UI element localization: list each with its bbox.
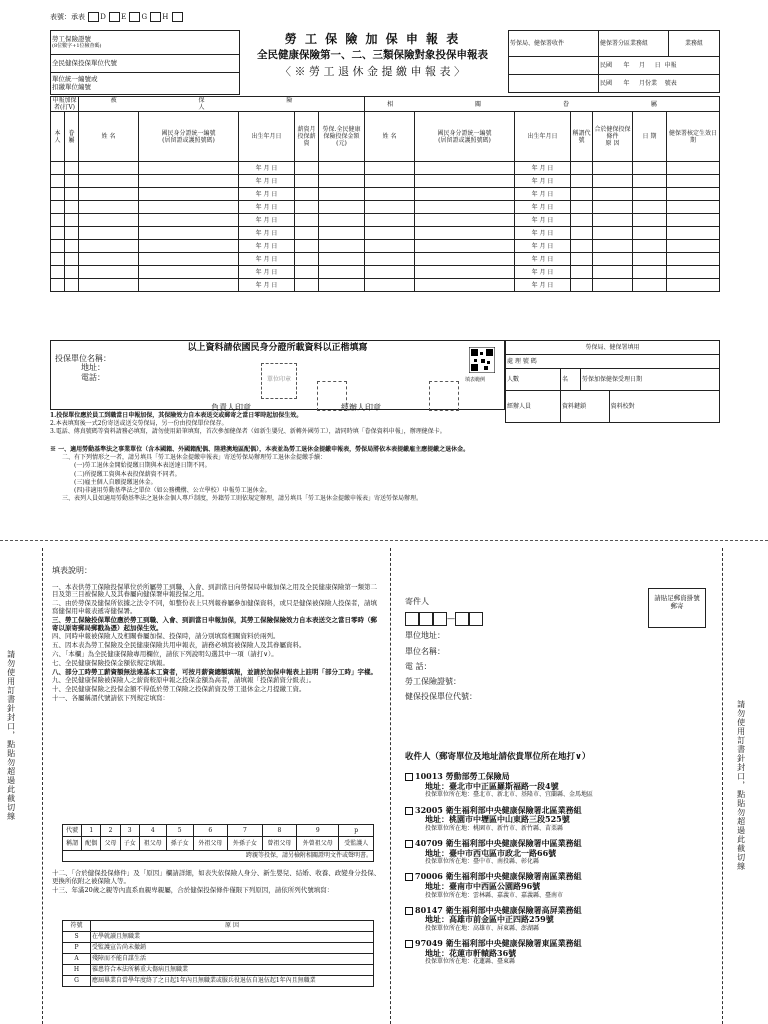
table-cell[interactable] — [365, 162, 415, 175]
birth-cell[interactable]: 年 月 日 — [239, 162, 295, 175]
table-cell[interactable] — [295, 279, 319, 292]
reason-row — [63, 943, 374, 954]
instruction-item: 七、全民健康保險投保金額依規定填報。 — [52, 658, 169, 667]
dep-birth-cell[interactable]: 年 月 日 — [515, 188, 571, 201]
side-text-right: 請勿使用訂書針封口，點貼勿超過此截切線 — [736, 700, 746, 871]
table-cell[interactable] — [633, 240, 667, 253]
sender-labor-cert[interactable]: 勞工保險證號： — [405, 676, 461, 686]
table-cell[interactable] — [139, 214, 239, 227]
table-cell[interactable] — [571, 201, 593, 214]
table-cell[interactable] — [571, 214, 593, 227]
col-nhi-date: 健保署核定生效日期 — [667, 112, 720, 162]
table-cell[interactable] — [319, 266, 365, 279]
recipient-option[interactable] — [405, 839, 715, 865]
birth-cell[interactable]: 年 月 日 — [239, 253, 295, 266]
birth-cell[interactable]: 年 月 日 — [239, 214, 295, 227]
table-cell[interactable] — [65, 201, 79, 214]
table-cell[interactable] — [633, 253, 667, 266]
table-cell[interactable] — [65, 162, 79, 175]
table-cell[interactable] — [65, 227, 79, 240]
table-cell[interactable] — [79, 162, 139, 175]
table-cell[interactable] — [295, 253, 319, 266]
table-cell[interactable] — [667, 279, 720, 292]
reason-row — [63, 965, 374, 976]
manager-seal-label: 負責人印章 — [211, 403, 251, 412]
recipient-option[interactable] — [405, 939, 715, 965]
receipt-cell: 勞保局、健保署收件 — [509, 31, 599, 57]
recipient-area: 投保單位所在地：高雄市、屏東縣、澎湖縣 — [425, 924, 540, 932]
table-cell[interactable] — [593, 162, 633, 175]
notes-top: 1.投保單位應於員工到職當日申報加保，其保險效力自本表送交或郵寄之當日零時起加保生效。 2.本表填寫後一式2份寄送或送交勞保局，另一份由投保單位保存。 3.電話、傳真號碼等資料請務必填寫，請勿使用鉛筆填寫，首次參加健保者（如新生嬰兒、新轉外國勞工），請同時填「眷保資料申報」，辦理健保卡。 — [50, 412, 446, 436]
table-cell[interactable] — [79, 201, 139, 214]
table-cell[interactable] — [79, 253, 139, 266]
table-cell[interactable] — [295, 175, 319, 188]
table-cell[interactable] — [593, 214, 633, 227]
relation-code: p — [339, 825, 374, 837]
checkbox-icon[interactable] — [405, 773, 413, 781]
relation-code: 6 — [193, 825, 228, 837]
table-cell[interactable] — [65, 253, 79, 266]
checkbox-icon[interactable] — [405, 907, 413, 915]
table-cell[interactable] — [79, 188, 139, 201]
table-cell[interactable] — [51, 188, 65, 201]
sender-label: 寄件人 — [405, 597, 429, 606]
recipient-name: 10013 勞動部勞工保險局 — [415, 771, 510, 782]
table-cell[interactable] — [295, 162, 319, 175]
table-cell[interactable] — [667, 188, 720, 201]
relation-label: 孫子女 — [166, 837, 193, 851]
relation-label: 子女 — [120, 837, 139, 851]
table-cell[interactable] — [295, 227, 319, 240]
table-row — [51, 162, 720, 175]
table-cell[interactable] — [593, 188, 633, 201]
sender-unit-addr[interactable]: 單位地址： — [405, 631, 445, 641]
form-number: 表號：承表 D E G H — [50, 12, 184, 22]
recipient-option[interactable] — [405, 806, 715, 832]
table-cell[interactable] — [365, 253, 415, 266]
reason-row — [63, 976, 374, 987]
table-cell[interactable] — [79, 214, 139, 227]
branch-cell: 健保署分區業務組 — [599, 31, 669, 57]
table-cell[interactable] — [667, 266, 720, 279]
table-cell[interactable] — [571, 279, 593, 292]
recipient-address: 地址：臺南市中西區公園路96號 — [425, 880, 541, 891]
birth-cell[interactable]: 年 月 日 — [239, 240, 295, 253]
postal-boxes[interactable]: — — [405, 611, 635, 626]
table-row — [51, 214, 720, 227]
table-cell[interactable] — [139, 240, 239, 253]
reason-code: P — [63, 943, 91, 954]
unified-id-cell[interactable]: 單位統一編號或 扣繳單位編號 — [51, 73, 240, 95]
sender-nhi-code[interactable]: 健保投保單位代號： — [405, 692, 477, 702]
reason-code: S — [63, 932, 91, 943]
qr-label: 填表範例 — [465, 377, 486, 383]
checkbox-icon[interactable] — [405, 940, 413, 948]
table-cell[interactable] — [319, 201, 365, 214]
instruction-item: 九、全民健康保險被保險人之薪資較原申報之投保金額為高者，請填報「投保薪資分級表」。 — [52, 676, 316, 685]
dep-birth-cell[interactable]: 年 月 日 — [515, 279, 571, 292]
table-cell[interactable] — [65, 175, 79, 188]
table-cell[interactable] — [365, 227, 415, 240]
cut-line-middle — [390, 548, 391, 1024]
relation-code: 代號 — [63, 825, 82, 837]
table-cell[interactable] — [667, 162, 720, 175]
recipient-name: 32005 衛生福利部中央健康保險署北區業務組 — [415, 804, 582, 815]
dep-birth-cell[interactable]: 年 月 日 — [515, 162, 571, 175]
phone-label[interactable]: 電話： — [81, 372, 105, 382]
reason-table: 符號 原 因 S 在學就讀且無職業 P 受監護宣告尚未撤銷 A 殘障而不能自謀生活 H 罹患符合本法所稱重大傷病且無職業 G 應屆畢業自當學年度終了之日起1年內且無職業或服兵役退伍自退伍起1年內且無職業 — [62, 920, 374, 987]
table-cell[interactable] — [51, 227, 65, 240]
reason-code: H — [63, 965, 91, 976]
bureau-block: 勞保局、健保署填用 處 理 號 碼 人數 名 勞保加保健保受理日期 經辦人員 資料鍵鎖 資料校對 — [505, 340, 720, 423]
recipient-option[interactable] — [405, 906, 715, 932]
instruction-item: 五、因本表為勞工保險及全民健康保險共用申報表，請務必填寫被保險人及其眷屬資料。 — [52, 641, 306, 650]
table-cell[interactable] — [593, 227, 633, 240]
table-row — [51, 175, 720, 188]
table-cell[interactable] — [319, 253, 365, 266]
relation-table: 代號 1 2 3 4 5 6 7 8 9 p 稱謂 配偶 父母 子女 祖父母 孫子女 外祖父母 外孫子女 曾祖父母 外曾祖父母 受監護人 跨親等投保，請另檢附相關證明文件或聲明書。 — [62, 824, 374, 862]
table-cell[interactable] — [139, 279, 239, 292]
instruction-item: 二、由於勞保及健保所依據之法令不同，如整份表上只列報眷屬參加健保資料，或只是健保被保險人投保者，請填寫健保用申報表遞寄健保署。 — [52, 599, 377, 615]
unit-name-label[interactable]: 投保單位名稱： — [55, 353, 111, 363]
table-cell[interactable] — [571, 240, 593, 253]
cut-line-left — [42, 548, 43, 1024]
table-cell[interactable] — [319, 175, 365, 188]
table-cell[interactable] — [295, 266, 319, 279]
relation-code: 2 — [101, 825, 120, 837]
table-cell[interactable] — [415, 214, 515, 227]
dep-birth-cell[interactable]: 年 月 日 — [515, 175, 571, 188]
sender-unit-name[interactable]: 單位名稱： — [405, 646, 445, 656]
table-cell[interactable] — [415, 227, 515, 240]
table-row — [51, 266, 720, 279]
relation-label: 稱謂 — [63, 837, 82, 851]
table-cell[interactable] — [79, 279, 139, 292]
table-cell[interactable] — [415, 175, 515, 188]
birth-cell[interactable]: 年 月 日 — [239, 266, 295, 279]
table-cell[interactable] — [667, 214, 720, 227]
col-dep-name: 姓 名 — [365, 112, 415, 162]
col-apply: 申報加保者(打V) — [52, 97, 77, 112]
table-cell[interactable] — [593, 266, 633, 279]
recipient-area: 投保單位所在地：臺北市、新北市、基隆市、宜蘭縣、金馬地區 — [425, 791, 594, 799]
dep-birth-cell[interactable]: 年 月 日 — [515, 240, 571, 253]
table-cell[interactable] — [295, 240, 319, 253]
bottom-tail: 十二、「合於健保投保條件」及「原因」欄請詳細，如表失依保險人身分、新生嬰兒、結婚、收養、政變身分投保、更換所依附之被保險人等。 十三、年滿20歲之親等內直系血親卑親屬，合於健保投保條件僅限下列原因，請依所列代號填寫： — [52, 869, 381, 894]
main-table — [50, 96, 720, 292]
reason-code: A — [63, 954, 91, 965]
recipient-area: 投保單位所在地：桃園市、新竹市、新竹縣、苗栗縣 — [425, 824, 564, 832]
recipient-area: 投保單位所在地：臺中市、南投縣、彰化縣 — [425, 858, 540, 866]
recipient-name: 40709 衛生福利部中央健康保險署中區業務組 — [415, 837, 582, 848]
relation-code: 9 — [297, 825, 339, 837]
table-row — [51, 240, 720, 253]
table-cell[interactable] — [415, 162, 515, 175]
relation-label: 外祖父母 — [193, 837, 228, 851]
relation-label: 曾祖父母 — [262, 837, 297, 851]
table-cell[interactable] — [667, 227, 720, 240]
unit-seal-box[interactable]: 單位印章 — [261, 363, 297, 399]
table-row — [51, 201, 720, 214]
address-label[interactable]: 地址： — [81, 363, 105, 373]
recipient-title: 收件人（郵寄單位及地址請依貴單位所在地打∨） — [405, 752, 591, 762]
relation-code: 4 — [139, 825, 166, 837]
table-row — [51, 253, 720, 266]
instruction-item: 三、勞工保險投保單位應於勞工到職、入會、到訓當日申報加保，其勞工保險保險效力自本表送交之當日零時（郵寄以原寄郵局郵戳為憑）起加保生效。 — [52, 615, 377, 632]
table-cell[interactable] — [319, 240, 365, 253]
birth-cell[interactable]: 年 月 日 — [239, 188, 295, 201]
reason-text: 受監護宣告尚未撤銷 — [91, 943, 374, 954]
table-cell[interactable] — [365, 279, 415, 292]
table-cell[interactable] — [571, 175, 593, 188]
relation-label: 祖父母 — [139, 837, 166, 851]
birth-cell[interactable]: 年 月 日 — [239, 201, 295, 214]
nhi-unit-code-cell[interactable]: 全民健保投保單位代號 — [51, 55, 240, 73]
table-cell[interactable] — [633, 214, 667, 227]
recipient-name: 97049 衛生福利部中央健康保險署東區業務組 — [415, 938, 582, 949]
recipient-block — [405, 752, 715, 972]
handler-seal-label: 經辦人印章 — [341, 403, 381, 412]
table-cell[interactable] — [51, 253, 65, 266]
table-cell[interactable] — [139, 201, 239, 214]
recipient-address: 地址：花蓮市軒轅路36號 — [425, 947, 517, 958]
title-line2: 全民健康保險第一、二、三類保險對象投保申報表 — [257, 49, 488, 62]
reason-row — [63, 932, 374, 943]
stamp-box[interactable]: 請貼足郵資掛號郵寄 — [648, 588, 706, 628]
col-dep: 眷屬 — [65, 112, 79, 162]
table-cell[interactable] — [633, 188, 667, 201]
table-cell[interactable] — [633, 201, 667, 214]
table-cell[interactable] — [593, 253, 633, 266]
table-cell[interactable] — [365, 201, 415, 214]
reason-code: G — [63, 976, 91, 987]
table-cell[interactable] — [139, 227, 239, 240]
form-title — [240, 32, 505, 78]
relation-code: 3 — [120, 825, 139, 837]
table-cell[interactable] — [51, 201, 65, 214]
form-number-label: 表號：承表 — [50, 13, 85, 21]
col-cond-date: 日 期 — [633, 112, 667, 162]
birth-cell[interactable]: 年 月 日 — [239, 227, 295, 240]
table-cell[interactable] — [65, 240, 79, 253]
table-cell[interactable] — [633, 279, 667, 292]
reason-text: 殘障而不能自謀生活 — [91, 954, 374, 965]
table-cell[interactable] — [593, 175, 633, 188]
table-cell[interactable] — [633, 266, 667, 279]
table-cell[interactable] — [571, 253, 593, 266]
table-cell[interactable] — [295, 201, 319, 214]
table-cell[interactable] — [319, 162, 365, 175]
relation-code: 5 — [166, 825, 193, 837]
recipient-option[interactable] — [405, 772, 715, 798]
relation-code: 1 — [82, 825, 101, 837]
date1-cell[interactable]: 民國 年 月 日 申報 — [599, 57, 720, 75]
group-dependent: 相 關 眷 屬 — [365, 97, 720, 112]
date2-cell[interactable]: 民國 年 月份業 號表 — [599, 75, 720, 93]
recipient-address: 地址：臺中市西屯區市政北一路66號 — [425, 847, 557, 858]
table-cell[interactable] — [139, 188, 239, 201]
table-row — [51, 188, 720, 201]
relation-code: 7 — [228, 825, 263, 837]
instruction-item: 十一、各屬稱謂代號請依下列規定填寫： — [52, 693, 169, 702]
table-cell[interactable] — [365, 266, 415, 279]
relation-label: 配偶 — [82, 837, 101, 851]
table-cell[interactable] — [593, 201, 633, 214]
table-row — [51, 279, 720, 292]
recipient-name: 80147 衛生福利部中央健康保險署高屏業務組 — [415, 904, 582, 915]
table-cell[interactable] — [667, 253, 720, 266]
dep-birth-cell[interactable]: 年 月 日 — [515, 266, 571, 279]
relation-label: 外孫子女 — [228, 837, 263, 851]
col-cond-reason: 合於健保投保條件 原 因 — [593, 112, 633, 162]
side-text-left: 請勿使用訂書針封口，點貼勿超過此截切線 — [6, 650, 16, 821]
table-cell[interactable] — [65, 279, 79, 292]
table-cell[interactable] — [633, 175, 667, 188]
table-cell[interactable] — [51, 214, 65, 227]
table-cell[interactable] — [139, 175, 239, 188]
table-cell[interactable] — [79, 240, 139, 253]
dep-birth-cell[interactable]: 年 月 日 — [515, 214, 571, 227]
table-cell[interactable] — [593, 240, 633, 253]
table-cell[interactable] — [295, 214, 319, 227]
table-cell[interactable] — [319, 188, 365, 201]
table-cell[interactable] — [415, 201, 515, 214]
instruction-item: 四、同時申報被保險人及相關眷屬加保、投保時，請分別填寫相關資料於兩列。 — [52, 632, 280, 641]
recipient-option[interactable] — [405, 872, 715, 898]
col-self: 本人 — [51, 112, 65, 162]
col-wage: 勞保.全民健康保險投保金額(元) — [319, 112, 365, 162]
group-insured: 被 保 險 人 — [79, 97, 365, 112]
col-wage-type: 薪資月投保薪資 — [295, 112, 319, 162]
table-cell[interactable] — [139, 162, 239, 175]
recipient-area: 投保單位所在地：花蓮縣、臺東縣 — [425, 958, 516, 966]
table-cell[interactable] — [65, 266, 79, 279]
table-cell[interactable] — [79, 175, 139, 188]
table-cell[interactable] — [667, 240, 720, 253]
table-cell[interactable] — [571, 266, 593, 279]
checkbox-icon[interactable] — [405, 840, 413, 848]
table-cell[interactable] — [633, 227, 667, 240]
dep-birth-cell[interactable]: 年 月 日 — [515, 253, 571, 266]
table-cell[interactable] — [319, 279, 365, 292]
reason-text: 罹患符合本法所稱重大傷病且無職業 — [91, 965, 374, 976]
table-cell[interactable] — [65, 214, 79, 227]
table-cell[interactable] — [51, 240, 65, 253]
col-relation: 稱謂代號 — [571, 112, 593, 162]
recipient-address: 地址：桃園市中壢區中山東路三段525號 — [425, 814, 570, 825]
col-dep-birth: 出生年月日 — [515, 112, 571, 162]
table-cell[interactable] — [365, 214, 415, 227]
relation-label: 父母 — [101, 837, 120, 851]
checkbox-icon[interactable] — [405, 807, 413, 815]
table-cell[interactable] — [415, 240, 515, 253]
instruction-item: 一、本表供勞工保險投保單位於所屬勞工到職、入會、到訓當日向勞保局申報加保之用及全民健康保險第一類第二目及第三目被保險人及其眷屬向健保署申報投保之用。 — [52, 582, 377, 599]
reason-text: 應屆畢業自當學年度終了之日起1年內且無職業或服兵役退伍自退伍起1年內且無職業 — [91, 976, 374, 987]
table-cell[interactable] — [51, 279, 65, 292]
qr-code-icon[interactable] — [469, 347, 495, 373]
footer-block — [50, 340, 505, 410]
table-cell[interactable] — [667, 175, 720, 188]
table-cell[interactable] — [633, 162, 667, 175]
notes-star: ※ 一、適用勞動基準法之事業單位（含本國籍、外國籍配偶、陸港澳地區配偶），本表並為勞工退休金提繳申報表，勞保局將依本表提繳雇主應提繳之退休金。 二、有下列情形之一者，請另填具「勞工退休金提繳申報表」寄送勞保局辦理勞工退休金提繳手續： (一)勞工退休金開始提繳日期與本表送達日期不同。 (二)所提繳工資與本表投保薪資不同者。 (三)雇主個人自願提繳退休金。 (四)非適用勞動基準法之單位（如公務機構、公立學校）申報勞工退休金。 三、表列人員如適用勞動基準法之退休金個人專戶制度，外籍勞工則依規定辦理，請另填具「勞工退休金提繳申報表」寄送勞保局辦理。 — [50, 446, 470, 503]
relation-label: 受監護人 — [339, 837, 374, 851]
reason-row — [63, 954, 374, 965]
table-cell[interactable] — [139, 266, 239, 279]
title-line3: 〈 ※ 勞 工 退 休 金 提 繳 申 報 表 〉 — [280, 64, 465, 78]
relation-code: 8 — [262, 825, 297, 837]
sender-block — [405, 594, 635, 704]
id-note: 以上資料請依國民身分證所載資料以正楷填寫 — [187, 343, 368, 353]
insurance-cert-cell[interactable]: 勞工保險證號 (8位數字+1位檢查碼) — [51, 31, 240, 55]
table-cell[interactable] — [365, 240, 415, 253]
relation-label: 外曾祖父母 — [297, 837, 339, 851]
table-cell[interactable] — [51, 162, 65, 175]
dep-birth-cell[interactable]: 年 月 日 — [515, 227, 571, 240]
header-right — [508, 30, 720, 93]
table-cell[interactable] — [51, 175, 65, 188]
checkbox-icon[interactable] — [405, 873, 413, 881]
table-cell[interactable] — [571, 162, 593, 175]
table-cell[interactable] — [667, 201, 720, 214]
title-line1: 勞 工 保 險 加 保 申 報 表 — [284, 32, 461, 46]
cut-line-horizontal — [0, 540, 768, 541]
birth-cell[interactable]: 年 月 日 — [239, 279, 295, 292]
recipient-name: 70006 衛生福利部中央健康保險署南區業務組 — [415, 871, 582, 882]
header-left — [50, 30, 240, 95]
table-cell[interactable] — [65, 188, 79, 201]
recipient-address: 地址：高雄市前金區中正四路259號 — [425, 914, 554, 925]
recipient-address: 地址：臺北市中正區羅斯福路一段4號 — [425, 780, 559, 791]
table-cell[interactable] — [365, 175, 415, 188]
table-cell[interactable] — [319, 214, 365, 227]
col-birth: 出生年月日 — [239, 112, 295, 162]
reason-text: 在學就讀且無職業 — [91, 932, 374, 943]
instruction-item: 六、「本欄」為全民健康保險專用欄位，請依下列說明勾選其中一項（請打∨）。 — [52, 649, 278, 658]
table-row — [51, 227, 720, 240]
instruction-item: 八、部分工時勞工薪資額無法達基本工資者，可按月薪資總額填報，並請於加保申報表上註明「部分工時」字樣。 — [52, 667, 377, 676]
col-name: 姓 名 — [79, 112, 139, 162]
dep-birth-cell[interactable]: 年 月 日 — [515, 201, 571, 214]
table-cell[interactable] — [415, 253, 515, 266]
cut-line-right — [722, 548, 723, 1024]
handler-seal-box[interactable] — [429, 381, 459, 411]
sender-phone[interactable]: 電 話： — [405, 661, 432, 671]
table-cell[interactable] — [571, 188, 593, 201]
table-cell[interactable] — [295, 188, 319, 201]
table-cell[interactable] — [415, 279, 515, 292]
bottom-instructions: 填表說明： 一、本表供勞工保險投保單位於所屬勞工到職、入會、到訓當日向勞保局申報加保之用及全民健康保險第一類第二目及第三目被保險人及其眷屬向健保署申報投保之用。 二、由於勞保及健保所依據之法令不同，如整份表上只列報眷屬參加健保資料，或只是健保被保險人投保者，請填寫健保用申報表遞寄健保署。 三、勞工保險投保單位應於勞工到職、入會、到訓當日申報加保，其勞工保險保險效力自本表送交之當日零時（郵寄以原寄郵局郵戳為憑）起加保生效。 四、同時申報被保險人及相關眷屬加保、投保時，請分別填寫相關資料於兩列。 五、因本表為勞工保險及全民健康保險共用申報表，請務必填寫被保險人及其眷屬資料。 六、「本欄」為全民健康保險專用欄位，請依下列說明勾選其中一項（請打∨）。 七、全民健康保險投保金額依規定填報。 八、部分工時勞工薪資額無法達基本工資者，可按月薪資總額填報，並請於加保申報表上註明「部分工時」字樣。 九、全民健康保險被保險人之薪資較原申報之投保金額為高者，請填報「投保薪資分級表」。 十、全民健康保險之投保金額不得低於勞工保險之投保薪資及勞工退休金之月提繳工資。 十一、各屬稱謂代號請依下列規定填寫： — [52, 566, 382, 704]
instruction-item: 十、全民健康保險之投保金額不得低於勞工保險之投保薪資及勞工退休金之月提繳工資。 — [52, 685, 306, 694]
table-cell[interactable] — [79, 227, 139, 240]
table-cell[interactable] — [79, 266, 139, 279]
table-cell[interactable] — [319, 227, 365, 240]
recipient-area: 投保單位所在地：雲林縣、嘉義市、嘉義縣、臺南市 — [425, 891, 564, 899]
table-cell[interactable] — [51, 266, 65, 279]
table-cell[interactable] — [415, 266, 515, 279]
birth-cell[interactable]: 年 月 日 — [239, 175, 295, 188]
table-cell[interactable] — [571, 227, 593, 240]
table-cell[interactable] — [139, 253, 239, 266]
manager-seal-box[interactable] — [317, 381, 347, 411]
table-cell[interactable] — [415, 188, 515, 201]
table-cell[interactable] — [593, 279, 633, 292]
col-dep-id: 國民身分證統一編號 (居留證或護照號碼) — [415, 112, 515, 162]
col-id: 國民身分證統一編號 (居留證或護照號碼) — [139, 112, 239, 162]
biz-code-cell: 業務組 — [669, 31, 720, 57]
table-cell[interactable] — [365, 188, 415, 201]
